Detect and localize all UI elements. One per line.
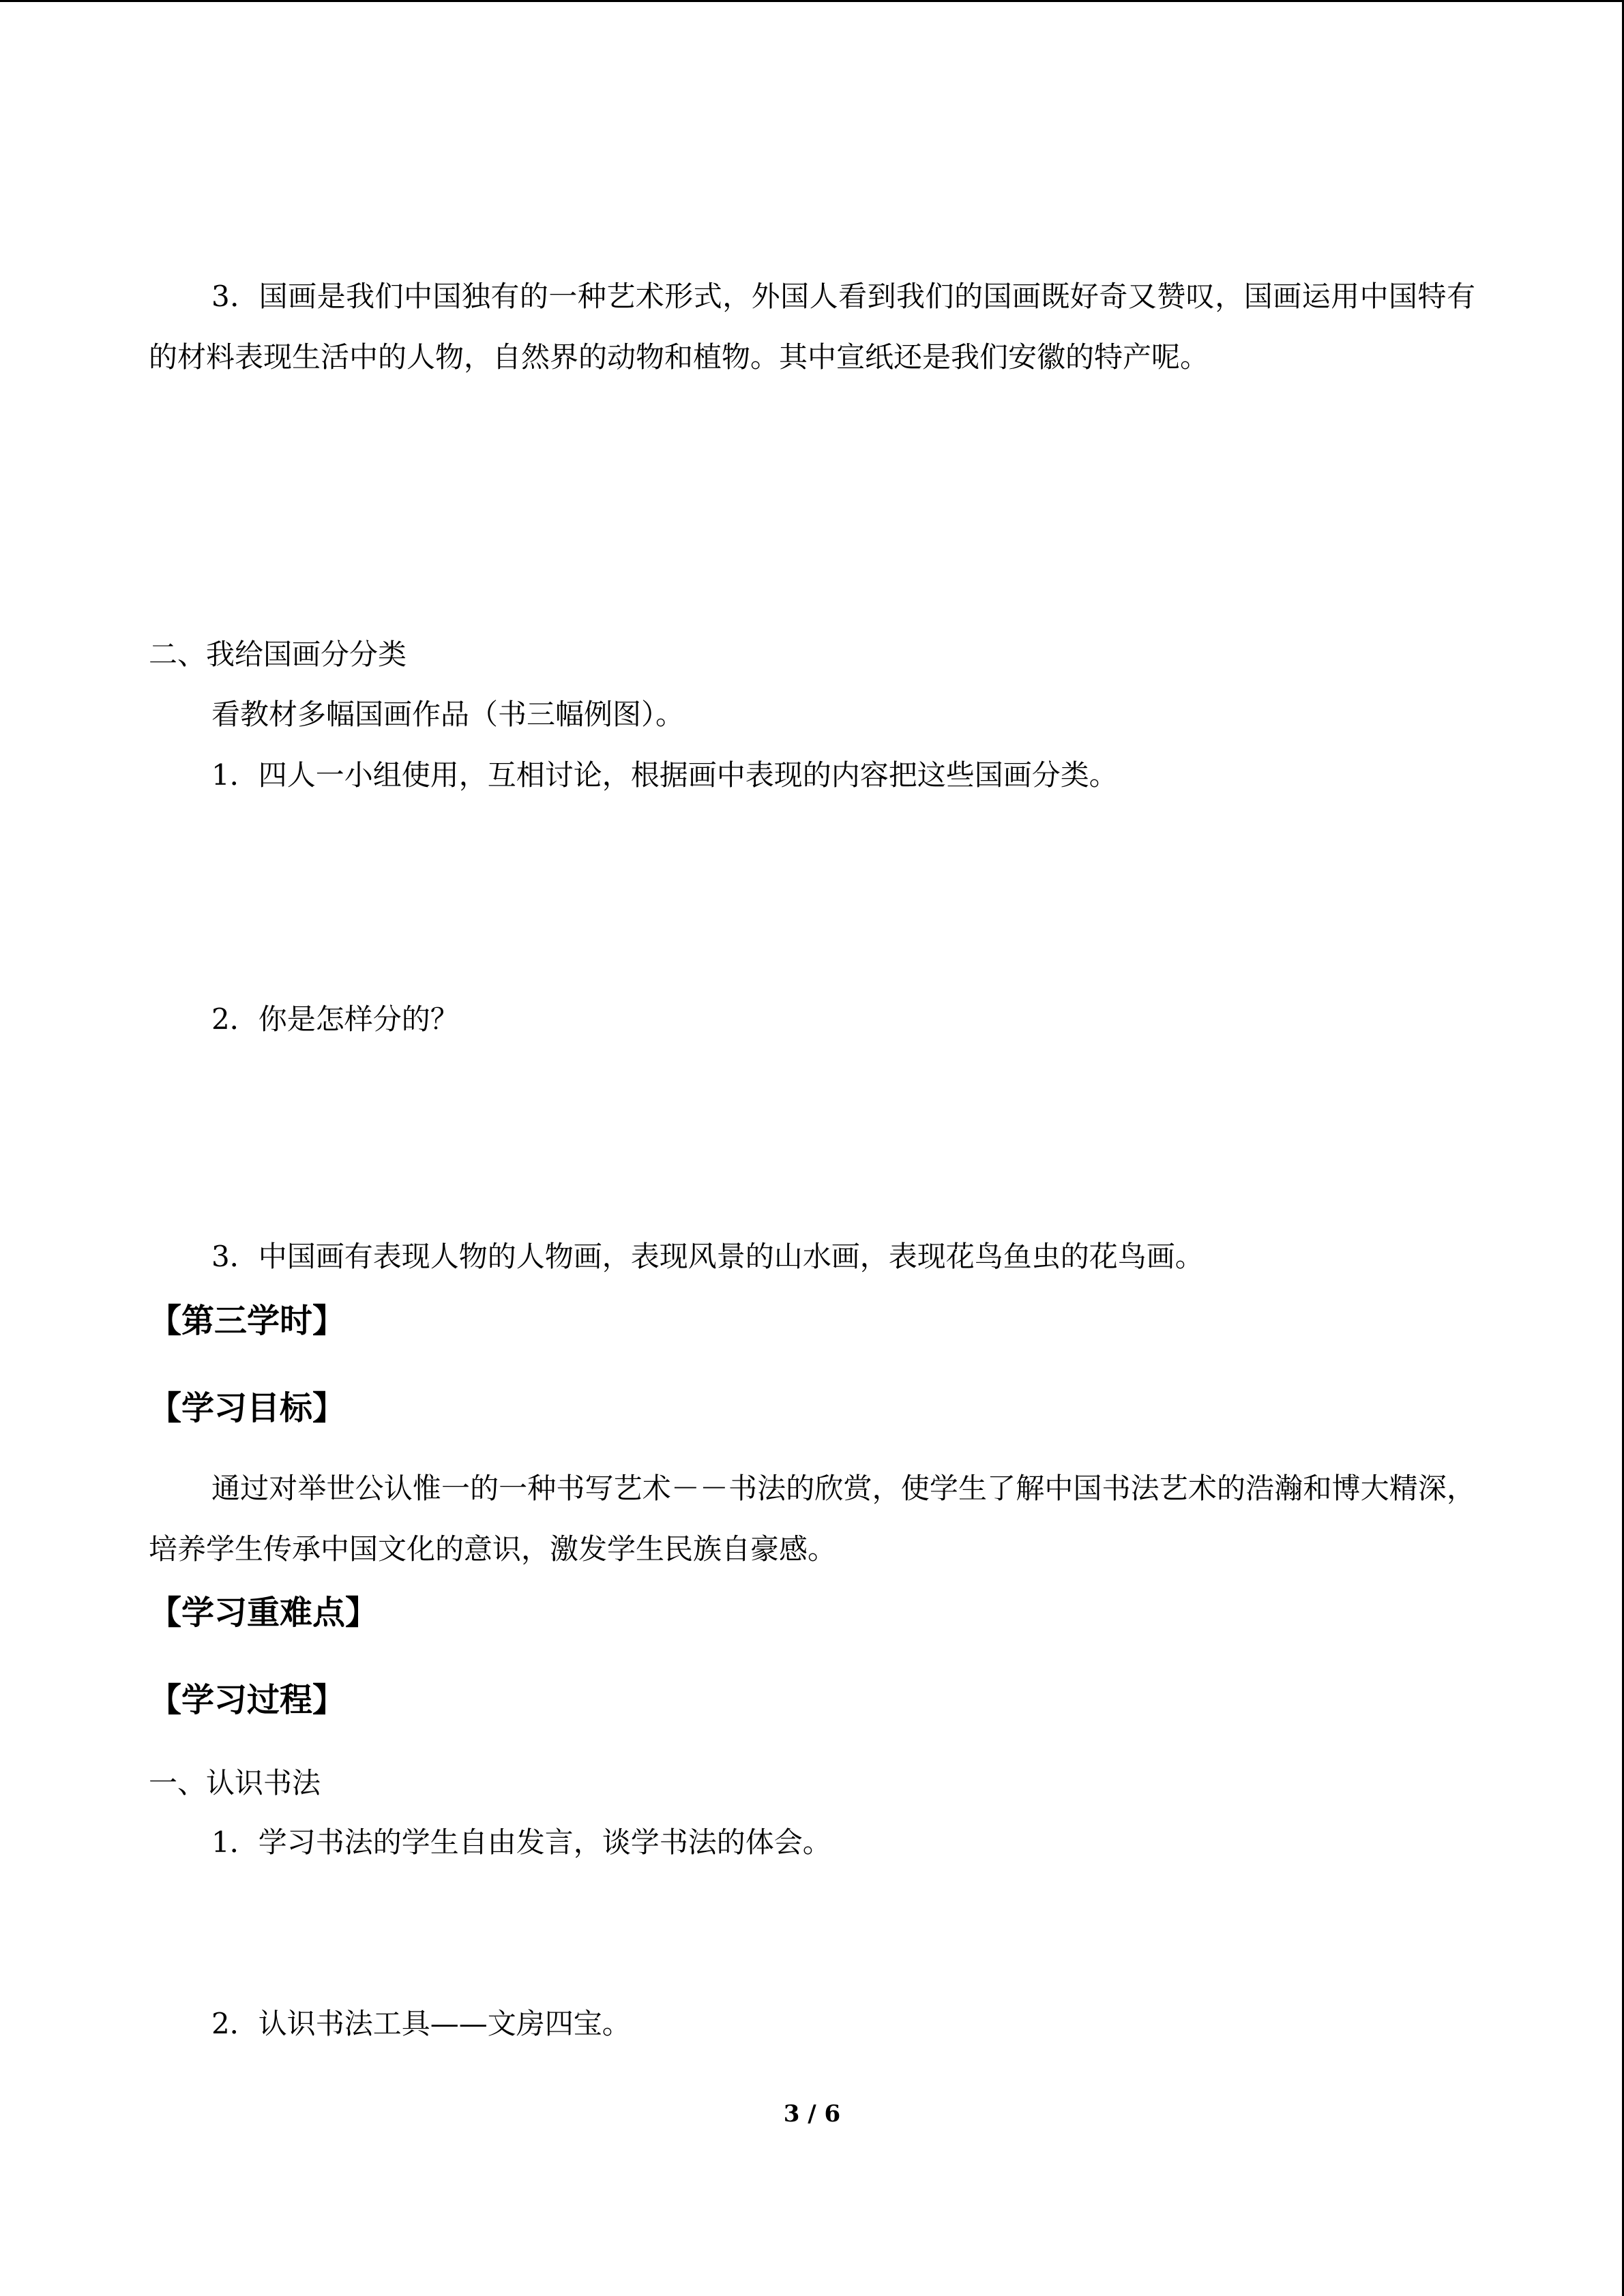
calligraphy-item-2: 2．认识书法工具——文房四宝。 [211, 2007, 631, 2040]
section-title-know-calligraphy: 一、认识书法 [149, 1766, 321, 1800]
classify-item-1: 1．四人一小组使用，互相讨论，根据画中表现的内容把这些国画分类。 [211, 758, 1118, 792]
classify-intro: 看教材多幅国画作品（书三幅例图）。 [211, 698, 685, 731]
lesson-3-title: 【第三学时】 [149, 1302, 346, 1340]
key-points-heading: 【学习重难点】 [149, 1594, 379, 1632]
objectives-heading: 【学习目标】 [149, 1389, 346, 1427]
process-heading: 【学习过程】 [149, 1681, 346, 1719]
page-number: 3 / 6 [783, 2100, 841, 2128]
classify-item-3: 3．中国画有表现人物的人物画，表现风景的山水画，表现花鸟鱼虫的花鸟画。 [211, 1240, 1204, 1273]
objectives-paragraph: 通过对举世公认惟一的一种书写艺术－－书法的欣赏，使学生了解中国书法艺术的浩瀚和博大精深，培养学生传承中国文化的意识，激发学生民族自豪感。 [149, 1472, 1475, 1566]
section-title-classify-painting: 二、我给国画分分类 [149, 638, 407, 671]
calligraphy-item-1: 1．学习书法的学生自由发言，谈学书法的体会。 [211, 1825, 831, 1859]
paragraph-painting-point-3: 3．国画是我们中国独有的一种艺术形式，外国人看到我们的国画既好奇又赞叹，国画运用中国特有的材料表现生活中的人物，自然界的动物和植物。其中宣纸还是我们安徽的特产呢。 [149, 280, 1475, 374]
classify-item-2: 2．你是怎样分的？ [211, 1002, 459, 1036]
